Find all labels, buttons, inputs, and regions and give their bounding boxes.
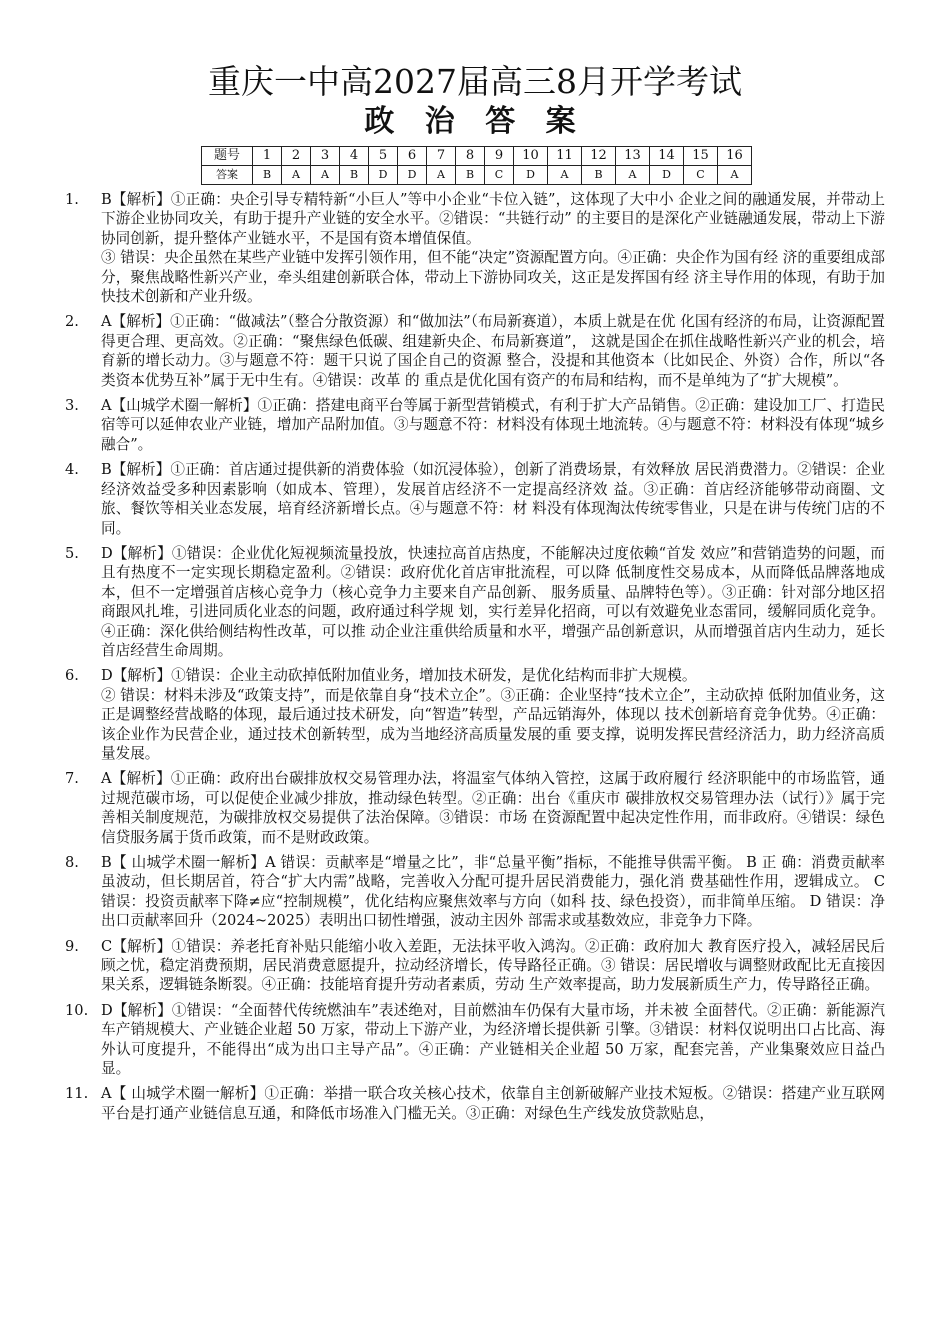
item-number: 5. — [65, 544, 79, 562]
answer-cell: D — [398, 166, 427, 185]
question-number: 6 — [398, 147, 427, 166]
answer-row — [202, 166, 752, 185]
question-number: 2 — [282, 147, 311, 166]
explanation-item — [65, 1084, 885, 1123]
explanation-item — [65, 460, 885, 538]
item-text: ② 错误：材料未涉及“政策支持”，而是依靠自身“技术立企”。③正确：企业坚持“技术立企”，主动砍掉 低附加值业务，这正是调整经营战略的体现，最后通过技术研发，向“智造”转型，产品远销海外，体现以 技术创新培育竞争优势。④正确：该企业作为民营企业，通过技术创新转型，成为当地经济高质量发展的重 要支撑，说明发挥民营经济活力，助力经济高质量发展。 — [101, 686, 885, 762]
explanation-item — [65, 853, 885, 931]
item-text: A【解析】①正确：政府出台碳排放权交易管理办法，将温室气体纳入管控，这属于政府履行 经济职能中的市场监管，通过规范碳市场，可以促使企业减少排放，推动绿色转型。②正确：出台《重庆市 碳排放权交易管理办法（试行）》属于完善相关制度规范，为碳排放权交易提供了法治保障。③错误：市场 在资源配置中起决定性作用，而非政府。④错误：绿色信贷服务属于货币政策，而不是财政政策。 — [101, 770, 885, 846]
answer-cell: C — [684, 166, 718, 185]
explanation-item — [65, 312, 885, 390]
item-number: 1. — [65, 191, 79, 208]
item-number: 11. — [65, 1085, 89, 1103]
explanation-item — [65, 937, 885, 995]
question-number: 14 — [650, 147, 684, 166]
item-number: 7. — [65, 770, 79, 788]
item-number: 2. — [65, 313, 79, 331]
question-number: 15 — [684, 147, 718, 166]
question-number: 11 — [548, 147, 582, 166]
question-number: 13 — [616, 147, 650, 166]
question-number: 5 — [369, 147, 398, 166]
item-text: B【 山城学术圈一解析】A 错误：贡献率是“增量之比”，非“总量平衡”指标，不能推导供需平衡。 B 正 确：消费贡献率虽波动，但长期居首，符合“扩大内需”战略，完善收入分配可提升居民消费能力，强化消 费基础性作用，逻辑成立。 C 错误：投资贡献率下降≠应“控制规模”，优化结构应聚焦效率与方向（如科 技、绿色投资），而非简单压缩。 D 错误：净出口贡献率回升（2024~2025）表明出口韧性增强，波动主因外 部需求或基数效应，非竞争力下降。 — [101, 854, 885, 930]
question-number-row — [202, 147, 752, 166]
answer-cell: B — [456, 166, 485, 185]
item-number: 4. — [65, 461, 79, 479]
item-number: 8. — [65, 854, 79, 871]
answer-cell: D — [369, 166, 398, 185]
question-number: 1 — [253, 147, 282, 166]
answer-cell: B — [340, 166, 369, 185]
item-text: D【解析】①错误：企业优化短视频流量投放，快速拉高首店热度，不能解决过度依赖“首发 效应”和营销造势的问题，而且有热度不一定实现长期稳定盈利。②错误：政府优化首店审批流程，可以降 低制度性交易成本，从而降低品牌落地成本，但不一定增强首店核心竞争力（核心竞争力主要来自产品创新、 服务质量、品牌特色等）。③正确：针对部分地区招商跟风扎堆，引进同质化业态的问题，政府通过科学规 划，实行差异化招商，可以有效避免业态雷同，缓解同质化竞争。④正确：深化供给侧结构性改革，可以推 动企业注重供给质量和水平，增强产品创新意识，从而增强首店内生动力，延长首店经营生命周期。 — [101, 544, 886, 659]
explanation-item — [65, 396, 885, 454]
answer-cell: A — [282, 166, 311, 185]
item-text: B【解析】①正确：央企引导专精特新“小巨人”等中小企业“卡位入链”，这体现了大中小 企业之间的融通发展，并带动上下游企业协同攻关，有助于提升产业链的安全水平。②错误：“共链行动” 的主要目的是深化产业链融通发展，带动上下游协同创新，提升整体产业链水平，不是国有资本增值保值。 — [101, 191, 885, 247]
item-text: C【解析】①错误：养老托育补贴只能缩小收入差距，无法抹平收入鸿沟。②正确：政府加大 教育医疗投入，减轻居民后顾之忧，稳定消费预期，居民消费意愿提升，拉动经济增长，传导路径正确。③ 错误：居民增收与调整财政配比无直接因果关系，逻辑链条断裂。④正确：技能培育提升劳动者素质，劳动 生产效率提高，助力发展新质生产力，传导路径正确。 — [101, 937, 885, 994]
item-text: A【山城学术圈一解析】①正确：搭建电商平台等属于新型营销模式，有利于扩大产品销售。②正确：建设加工厂、打造民宿等可以延伸农业产业链，增加产品附加值。③与题意不符：材料没有体现土地流转。④与题意不符：材料没有体现“城乡融合”。 — [101, 397, 886, 453]
question-number: 10 — [514, 147, 548, 166]
question-number: 8 — [456, 147, 485, 166]
answer-cell: B — [253, 166, 282, 185]
answer-cell: A — [718, 166, 752, 185]
item-number: 3. — [65, 397, 79, 415]
explanation-item — [65, 190, 885, 306]
row-label-answer: 答案 — [202, 166, 253, 185]
answer-title: 政 治 答 案 — [364, 104, 586, 139]
question-number: 4 — [340, 147, 369, 166]
answer-cell: C — [485, 166, 514, 185]
answer-cell: D — [650, 166, 684, 185]
answer-cell: A — [616, 166, 650, 185]
item-text: A【解析】①正确：“做减法”（整合分散资源）和“做加法”（布局新赛道），本质上就是在优 化国有经济的布局，让资源配置得更合理、更高效。②正确：“聚焦绿色低碳、组建新央企、布局新赛道”， 这就是国企在抓住战略性新兴产业的机会，培育新的增长动力。③与题意不符：题干只说了国企自己的资源 整合，没提和其他资本（比如民企、外资）合作，所以“各类资本优势互补”属于无中生有。④错误：改革 的 重点是优化国有资产的布局和结构，而不是单纯为了“扩大规模”。 — [101, 313, 885, 389]
answer-cell: A — [311, 166, 340, 185]
explanation-item — [65, 769, 885, 847]
answer-cell: B — [582, 166, 616, 185]
item-text: ③ 错误：央企虽然在某些产业链中发挥引领作用，但不能“决定”资源配置方向。④正确：央企作为国有经 济的重要组成部分，聚焦战略性新兴产业，牵头组建创新联合体，带动上下游协同攻关，这正是发挥国有经 济主导作用的体现，有助于加快技术创新和产业升级。 — [101, 249, 885, 306]
explanation-list — [65, 190, 885, 1129]
item-text: A【 山城学术圈一解析】①正确：举措一联合攻关核心技术，依靠自主创新破解产业技术短板。②错误：搭建产业互联网平台是打通产业链信息互通，和降低市场准入门槛无关。③正确：对绿色生产线发放贷款贴息， — [101, 1085, 885, 1122]
item-text: D【解析】①错误：“全面替代传统燃油车”表述绝对，目前燃油车仍保有大量市场，并未被 全面替代。②正确：新能源汽车产销规模大、产业链企业超 50 万家，带动上下游产业，为经济增长提供新 引擎。③错误：材料仅说明出口占比高、海外认可度提升，不能得出“成为出口主导产品”。④正确：产业链相关企业超 50 万家，配套完善，产业集聚效应日益凸显。 — [101, 1001, 885, 1078]
question-number: 3 — [311, 147, 340, 166]
answer-cell: A — [548, 166, 582, 185]
exam-title: 重庆一中高2027届高三8月开学考试 — [208, 62, 742, 101]
answer-table — [201, 146, 752, 185]
question-number: 12 — [582, 147, 616, 166]
row-label-question: 题号 — [202, 147, 253, 166]
item-text: B【解析】①正确：首店通过提供新的消费体验（如沉浸体验），创新了消费场景，有效释放 居民消费潜力。②错误：企业经济效益受多种因素影响（如成本、管理），发展首店经济不一定提高经济效 益。③正确：首店经济能够带动商圈、文旅、餐饮等相关业态发展，培育经济新增长点。④与题意不符：材 料没有体现淘汰传统零售业，只是在讲与传统门店的不同。 — [101, 461, 885, 537]
answer-cell: D — [514, 166, 548, 185]
item-number: 10. — [65, 1001, 89, 1019]
explanation-item — [65, 544, 885, 660]
answer-cell: A — [427, 166, 456, 185]
question-number: 9 — [485, 147, 514, 166]
question-number: 7 — [427, 147, 456, 166]
question-number: 16 — [718, 147, 752, 166]
item-text: D【解析】①错误：企业主动砍掉低附加值业务，增加技术研发，是优化结构而非扩大规模。 — [101, 667, 697, 685]
explanation-item — [65, 1001, 885, 1079]
item-number: 9. — [65, 937, 79, 955]
item-number: 6. — [65, 667, 79, 685]
explanation-item — [65, 666, 885, 763]
